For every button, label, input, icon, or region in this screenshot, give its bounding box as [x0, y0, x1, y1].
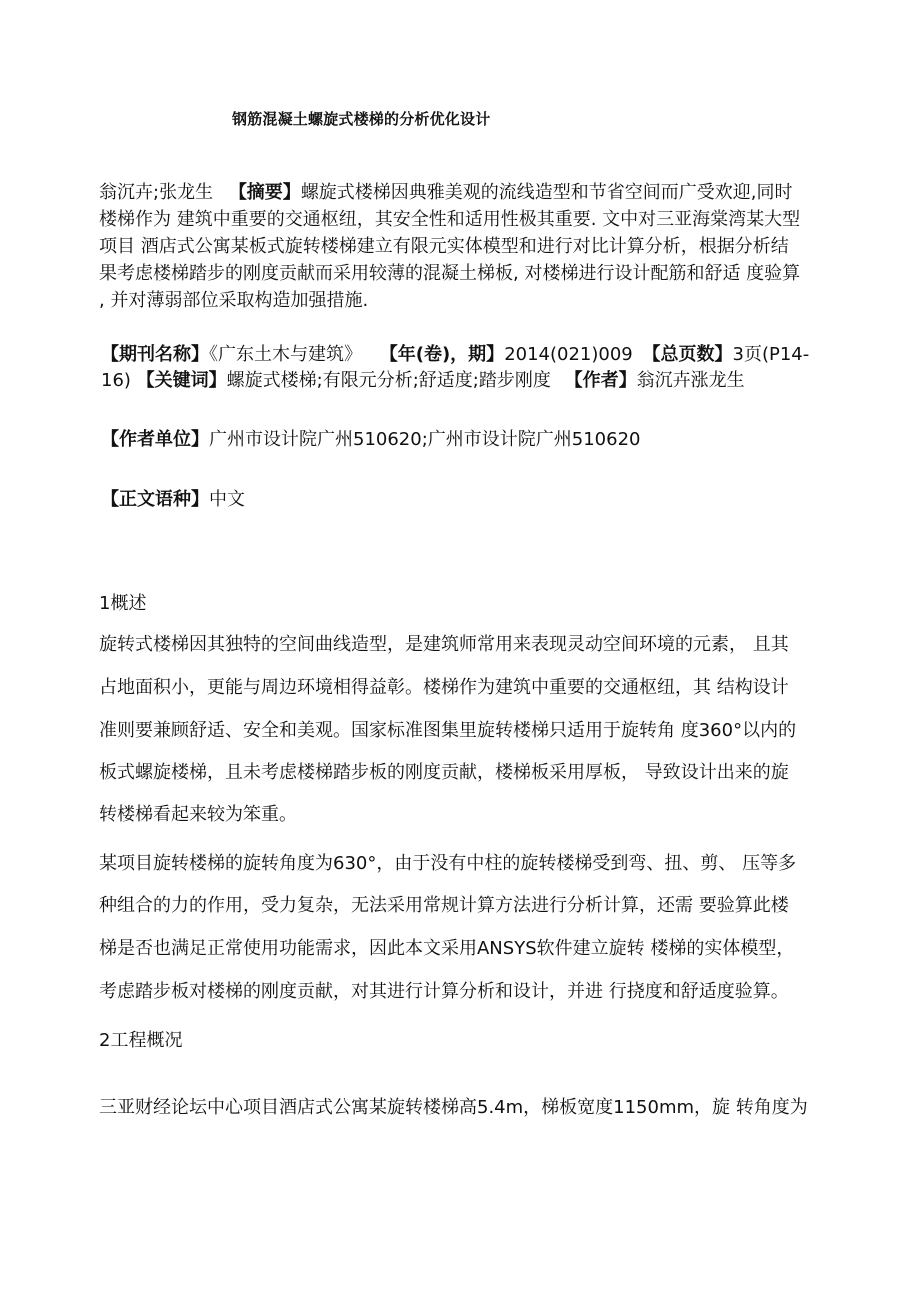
unit-value: 广州市设计院广州510620;广州市设计院广州510620	[209, 429, 641, 450]
paragraph-line: 考虑踏步板对楼梯的刚度贡献，对其进行计算分析和设计，并进 行挠度和舒适度验算。	[99, 981, 789, 1002]
paragraph-line: 种组合的力的作用，受力复杂，无法采用常规计算方法进行分析计算，还需 要验算此楼	[99, 895, 789, 916]
author-label: 【作者】	[564, 370, 637, 391]
abstract-authors: 翁沉卉;张龙生	[99, 182, 214, 203]
journal-label: 【期刊名称】	[101, 344, 209, 365]
year-label: 【年(卷)，期】	[379, 344, 505, 365]
paragraph-line: 三亚财经论坛中心项目酒店式公寓某旋转楼梯高5.4m，梯板宽度1150mm，旋 转角度为	[99, 1097, 808, 1118]
language-value: 中文	[209, 489, 245, 510]
pages-value: 3页(P14-	[732, 344, 810, 365]
author-value: 翁沉卉涨龙生	[636, 370, 745, 391]
paragraph-line: 板式螺旋楼梯，且未考虑楼梯踏步板的刚度贡献，楼梯板采用厚板， 导致设计出来的旋	[99, 762, 789, 783]
meta-line-journal	[101, 343, 809, 367]
year-value: 2014(021)009	[504, 344, 633, 365]
journal-value: 《广东土木与建筑》	[209, 344, 362, 365]
abstract-line: 项目 酒店式公寓某板式旋转楼梯建立有限元实体模型和进行对比计算分析，根据分析结	[99, 236, 789, 257]
document-title: 钢筋混凝土螺旋式楼梯的分析优化设计	[232, 110, 491, 128]
section-heading: 1概述	[99, 593, 147, 614]
section-heading: 2工程概况	[99, 1030, 183, 1051]
abstract-line	[99, 181, 793, 205]
abstract-text: 螺旋式楼梯因典雅美观的流线造型和节省空间而广受欢迎,同时	[300, 182, 793, 203]
meta-line-keywords	[101, 369, 745, 393]
keywords-label: 【关键词】	[136, 370, 227, 391]
abstract-line: , 并对薄弱部位采取构造加强措施.	[99, 290, 369, 311]
paragraph-line: 某项目旋转楼梯的旋转角度为630°，由于没有中柱的旋转楼梯受到弯、扭、剪、 压等多	[99, 853, 797, 874]
paragraph-line: 准则要兼顾舒适、安全和美观。国家标准图集里旋转楼梯只适用于旋转角 度360°以内的	[99, 720, 797, 741]
paragraph-line: 占地面积小，更能与周边环境相得益彰。楼梯作为建筑中重要的交通枢纽，其 结构设计	[99, 677, 789, 698]
meta-line-unit	[101, 428, 641, 452]
pages-value-cont: 16)	[101, 370, 131, 391]
language-label: 【正文语种】	[101, 489, 209, 510]
meta-line-language	[101, 488, 245, 512]
abstract-line: 楼梯作为 建筑中重要的交通枢纽，其安全性和适用性极其重要. 文中对三亚海棠湾某大型	[99, 209, 801, 230]
paragraph-line: 旋转式楼梯因其独特的空间曲线造型，是建筑师常用来表现灵动空间环境的元素， 且其	[99, 634, 789, 655]
pages-label: 【总页数】	[642, 344, 733, 365]
unit-label: 【作者单位】	[101, 429, 209, 450]
paragraph-line: 转楼梯看起来较为笨重。	[99, 804, 297, 825]
keywords-value: 螺旋式楼梯;有限元分析;舒适度;踏步刚度	[226, 370, 551, 391]
abstract-label: 【摘要】	[228, 182, 301, 203]
abstract-line: 果考虑楼梯踏步的刚度贡献而采用较薄的混凝土梯板, 对楼梯进行设计配筋和舒适 度验算	[99, 263, 801, 284]
paragraph-line: 梯是否也满足正常使用功能需求，因此本文采用ANSYS软件建立旋转 楼梯的实体模型，	[99, 938, 795, 959]
